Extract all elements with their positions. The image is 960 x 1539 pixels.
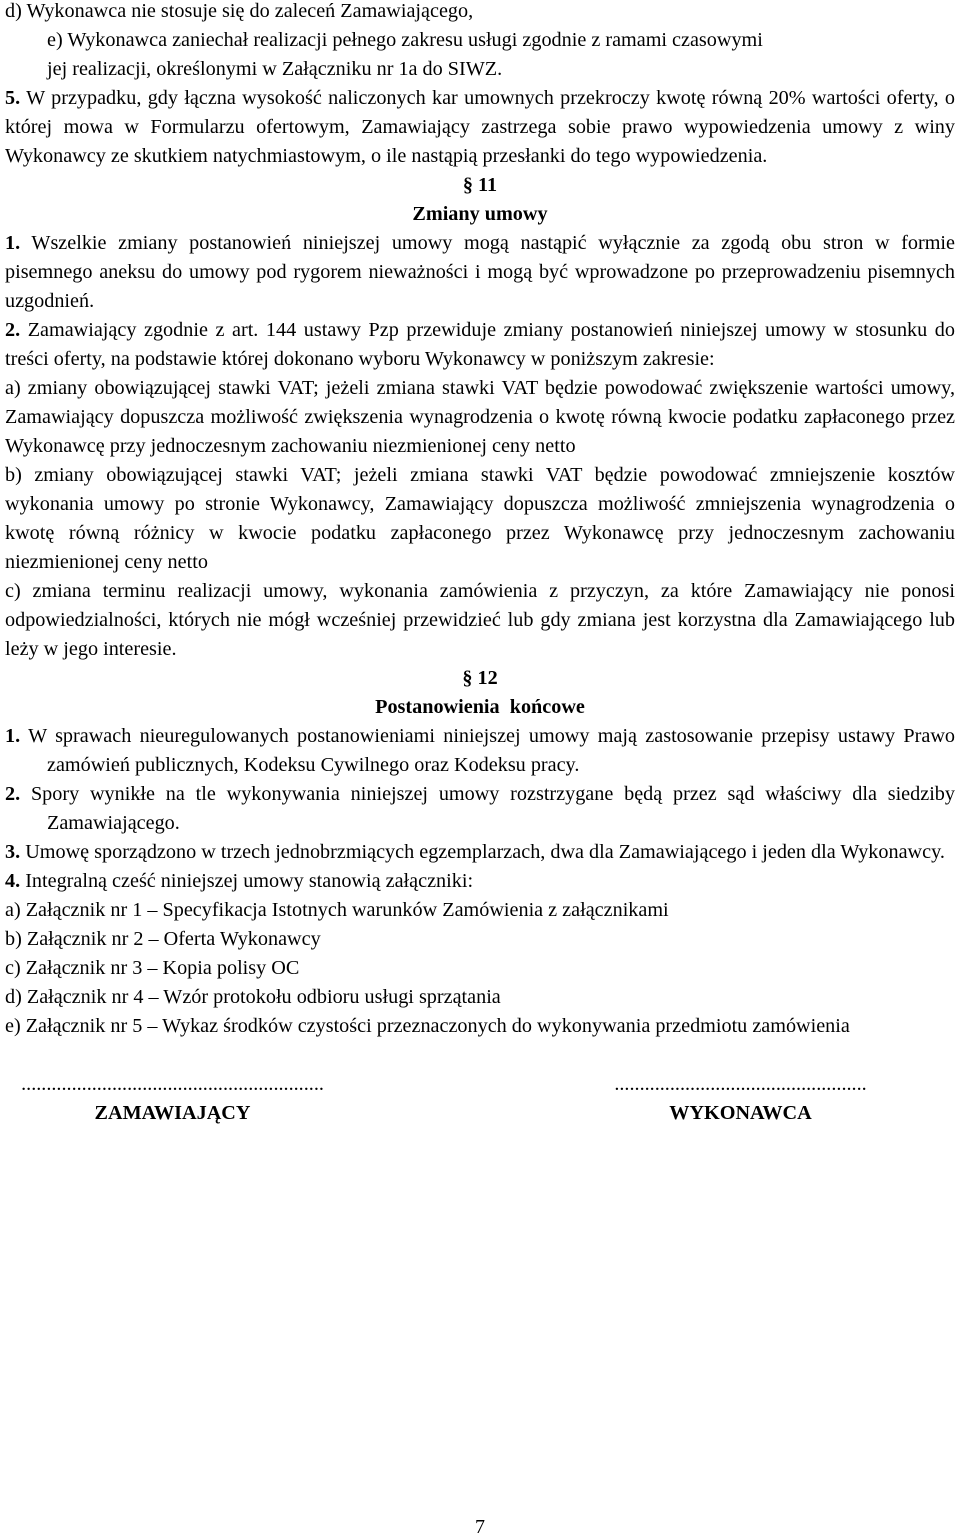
signature-role-right: WYKONAWCA	[669, 1102, 812, 1124]
sec12-paragraph-1-text: W sprawach nieuregulowanych postanowieniami niniejszej umowy mają zastosowanie przepisy ustawy Prawo zamówień publicznych, Kodeksu Cywilnego oraz Kodeksu pracy.	[20, 725, 955, 776]
attachment-d: d) Załącznik nr 4 – Wzór protokołu odbioru usługi sprzątania	[5, 986, 501, 1008]
signature-role-left: ZAMAWIAJĄCY	[94, 1102, 251, 1124]
page-number: 7	[475, 1516, 485, 1538]
attachment-e: e) Załącznik nr 5 – Wykaz środków czystości przeznaczonych do wykonywania przedmiotu zamówienia	[5, 1015, 850, 1037]
sec11-paragraph-2	[5, 316, 955, 374]
sec12-paragraph-2	[5, 780, 955, 838]
sec11-paragraph-1	[5, 229, 955, 316]
sec11-item-c: c) zmiana terminu realizacji umowy, wykonania zamówienia z przyczyn, za które Zamawiający nie ponosi odpowiedzialności, których nie mógł wcześniej przewidzieć lub gdy zmiana jest korzystna dla Zamawiającego lub leży w jego interesie.	[5, 580, 955, 660]
signature-line-left: ............................................................	[21, 1073, 324, 1095]
attachment-c: c) Załącznik nr 3 – Kopia polisy OC	[5, 957, 300, 979]
sec12-paragraph-3	[5, 838, 955, 867]
sec12-paragraph-3-number: 3.	[5, 841, 21, 863]
sec12-paragraph-2-text: Spory wynikłe na tle wykonywania niniejszej umowy rozstrzygane będą przez sąd właściwy dla siedziby Zamawiającego.	[20, 783, 955, 834]
section-12-title: Postanowienia końcowe	[375, 696, 585, 718]
section-12-number: § 12	[462, 667, 498, 689]
sec12-paragraph-4-text: Integralną cześć niniejszej umowy stanowią załączniki:	[20, 870, 474, 892]
section-11-title: Zmiany umowy	[412, 203, 548, 225]
sec11-paragraph-1-text: Wszelkie zmiany postanowień niniejszej umowy mogą nastąpić wyłącznie za zgodą obu stron w formie pisemnego aneksu do umowy pod rygorem nieważności i mogą być wprowadzone po przeprowadzeniu pisemnych uzgodnień.	[5, 232, 955, 312]
sec11-paragraph-2-text: Zamawiający zgodnie z art. 144 ustawy Pzp przewiduje zmiany postanowień niniejszej umowy w stosunku do treści oferty, na podstawie której dokonano wyboru Wykonawcy w poniższym zakresie:	[5, 319, 955, 370]
sec12-paragraph-3-text: Umowę sporządzono w trzech jednobrzmiących egzemplarzach, dwa dla Zamawiającego i jeden dla Wykonawcy.	[20, 841, 945, 863]
signature-wykonawca	[598, 1070, 883, 1128]
signature-zamawiajacy	[5, 1070, 340, 1128]
paragraph-5-text: W przypadku, gdy łączna wysokość naliczonych kar umownych przekroczy kwotę równą 20% wartości oferty, o której mowa w Formularzu ofertowym, Zamawiający zastrzega sobie prawo wypowiedzenia umowy z winy Wykonawcy ze skutkiem natychmiastowym, o ile nastąpią przesłanki do tego wypowiedzenia.	[5, 87, 955, 167]
signature-line-right: ..................................................	[614, 1073, 867, 1095]
sec11-item-a: a) zmiany obowiązującej stawki VAT; jeżeli zmiana stawki VAT będzie powodować zwiększenie wartości umowy, Zamawiający dopuszcza możliwość zwiększenia wynagrodzenia o kwotę równą kwocie podatku zapłaconego przez Wykonawcę przy jednoczesnym zachowaniu niezmienionej ceny netto	[5, 377, 955, 457]
sec12-paragraph-4	[5, 867, 955, 896]
item-e-line1: e) Wykonawca zaniechał realizacji pełnego zakresu usługi zgodnie z ramami czasowymi	[47, 29, 763, 51]
sec11-paragraph-2-number: 2.	[5, 319, 21, 341]
sec12-paragraph-2-number: 2.	[5, 783, 21, 805]
paragraph-5-number: 5.	[5, 87, 21, 109]
paragraph-5	[5, 84, 955, 171]
attachment-a: a) Załącznik nr 1 – Specyfikacja Istotnych warunków Zamówienia z załącznikami	[5, 899, 669, 921]
signature-row	[5, 1070, 955, 1140]
section-11-number: § 11	[462, 174, 498, 196]
sec11-paragraph-1-number: 1.	[5, 232, 21, 254]
sec12-paragraph-1	[5, 722, 955, 780]
sec12-paragraph-4-number: 4.	[5, 870, 21, 892]
sec11-item-b: b) zmiany obowiązującej stawki VAT; jeżeli zmiana stawki VAT będzie powodować zmniejszenie kosztów wykonania umowy po stronie Wykonawcy, Zamawiający dopuszcza możliwość zmniejszenia wynagrodzenia o kwotę równą różnicy w kwocie podatku zapłaconego przez Wykonawcę przy jednoczesnym zachowaniu niezmienionej ceny netto	[5, 464, 955, 573]
item-d: d) Wykonawca nie stosuje się do zaleceń Zamawiającego,	[5, 0, 474, 22]
sec12-paragraph-1-number: 1.	[5, 725, 21, 747]
document-page	[5, 0, 955, 1140]
attachment-b: b) Załącznik nr 2 – Oferta Wykonawcy	[5, 928, 321, 950]
item-e-line2: jej realizacji, określonymi w Załączniku nr 1a do SIWZ.	[47, 58, 503, 80]
